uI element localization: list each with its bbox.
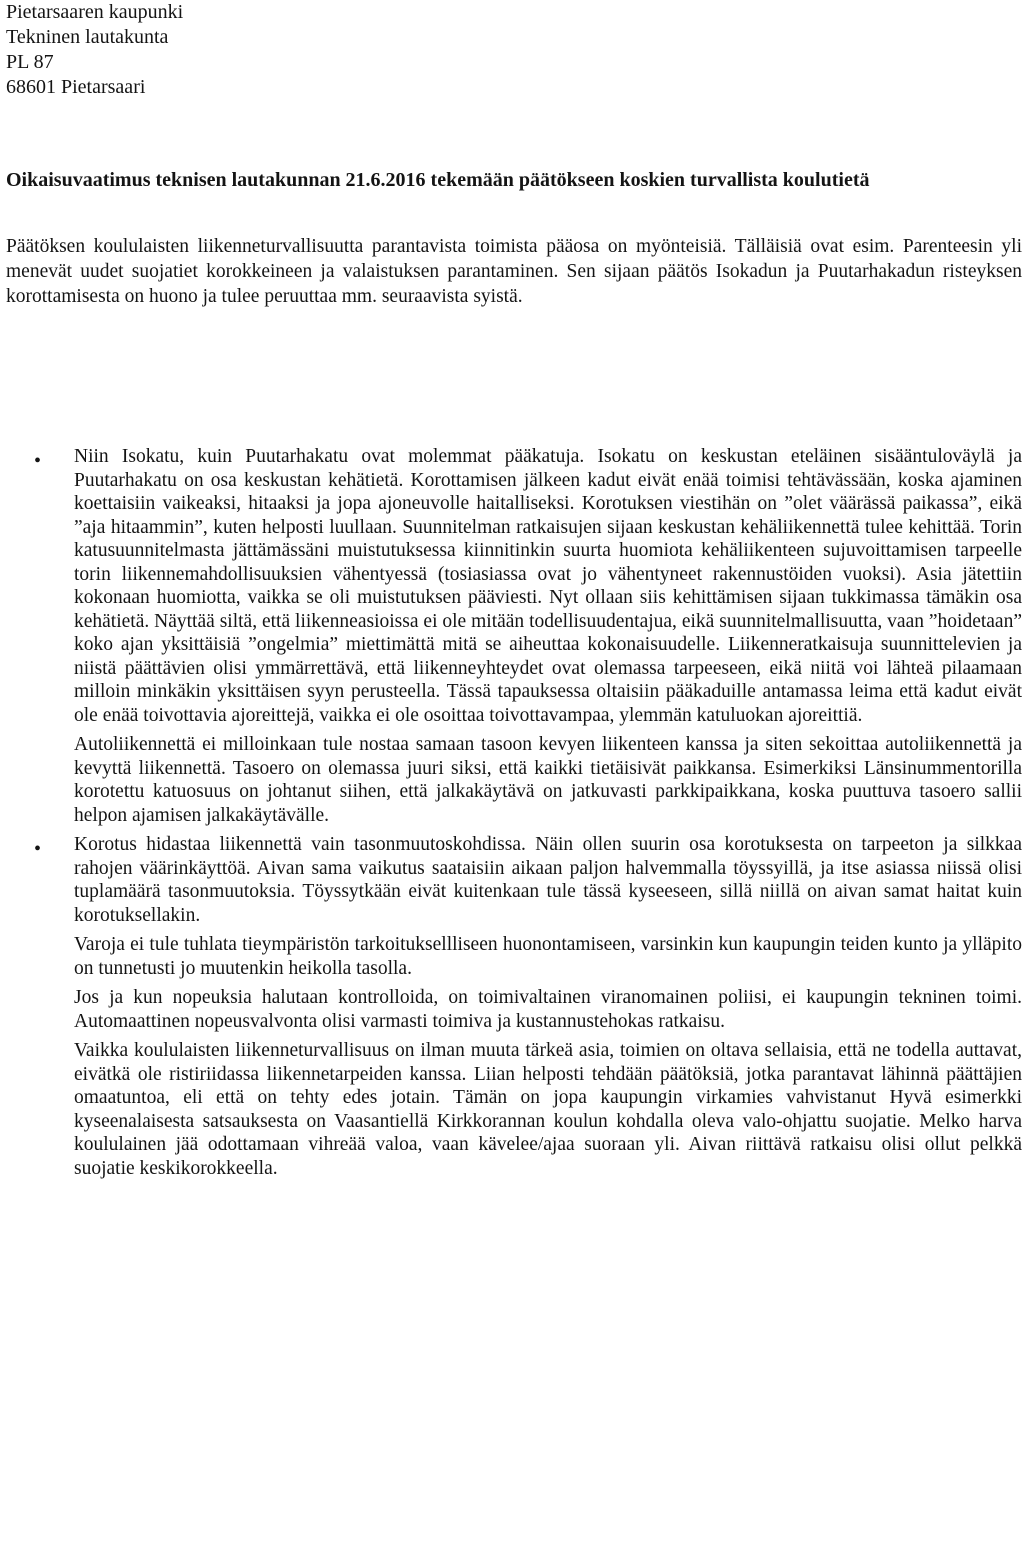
subject-heading: Oikaisuvaatimus teknisen lautakunnan 21.6.2016 tekemään päätökseen koskien turvallista koulutietä (6, 169, 870, 191)
intro-paragraph: Päätöksen koululaisten liikenneturvallisuutta parantavista toimista pääosa on myönteisiä. Tälläisiä ovat esim. Parenteesin yli menevät uudet suojatiet korokkeineen ja valaistuksen parantaminen. Sen sijaan päätös Isokadun ja Puutarhakadun risteyksen korottamisesta on huono ja tulee peruuttaa mm. seuraavista syistä. (6, 236, 1022, 307)
bullet-item (0, 445, 1024, 827)
body-paragraph: Korotus hidastaa liikennettä vain tasonmuutoskohdissa. Näin ollen suurin osa korotuksesta on tarpeeton ja silkkaa rahojen väärinkäyttöä. Aivan sama vaikutus saataisiin aikaan paljon halvemmalla töyssyillä, ja itse asiassa niissä olisi tuplamäärä tasonmuutoksia. Töyssytkään eivät kuitenkaan tule tässä kyseeseen, sillä niillä on aivan samat haitat kuin korotuksellakin. (74, 834, 1022, 926)
address-department: Tekninen lautakunta (6, 26, 169, 48)
bullet-marker: • (34, 450, 42, 472)
body-paragraph: Varoja ei tule tuhlata tieympäristön tarkoituksellliseen huonontamiseen, varsinkin kun kaupungin teiden kunto ja ylläpito on tunnetusti jo muutenkin heikolla tasolla. (74, 934, 1022, 979)
body-paragraph: Vaikka koululaisten liikenneturvallisuus on ilman muuta tärkeä asia, toimien on oltava sellaisia, että ne todella auttavat, eivätkä ole ristiriidassa liikennetarpeiden kanssa. Liian helposti tehdään päätöksiä, jotka parantavat lähinnä päättäjien omaatuntoa, eli että on tehty edes jotain. Tämän on jopa kaupungin virkamies vahvistanut Hyvä esimerkki kyseenalaisesta satsauksesta on Vaasantiellä Kirkkorannan koulun kohdalla oleva valo-ohjattu suojatie. Melko harva koululainen jää odottamaan vihreää valoa, vaan kävelee/ajaa suoraan yli. Aivan riittävä ratkaisu olisi ollut pelkkä suojatie keskikorokkeella. (74, 1040, 1022, 1179)
body-paragraph: Niin Isokatu, kuin Puutarhakatu ovat molemmat pääkatuja. Isokatu on keskustan eteläinen sisääntuloväylä ja Puutarhakatu on osa keskustan kehätietä. Korottamisen jälkeen kadut eivät enää toimisi tehtävässään, koska ajaminen koettaisiin vaikeaksi, hitaaksi ja jopa ajoneuvolle haitalliseksi. Korotuksen viestihän on ”olet väärässä paikassa”, eikä ”aja hitaammin”, kuten helposti luullaan. Suunnitelman ratkaisujen sijaan keskustan kehäliikennettä tulee kehittää. Torin katusuunnitelmasta jättämässäni muistutuksessa kiinnitinkin suurta huomiota kehäliikenteen sujuvoittamisen tarpeelle torin liikennemahdollisuuksien vähentyessä (tosiasiassa ovat jo vähentyneet rakennustöiden vuoksi). Asia jätettiin kokonaan huomiotta, vaikka se oli muistutuksen pääviesti. Nyt ollaan siis kehittämisen sijaan tukkimassa tämäkin osa kehätietä. Näyttää siltä, että liikenneasioissa ei ole mitään todellisuudentajua, eikä suunnitelmallisuutta, vaan ”hoidetaan” koko ajan yksittäisiä ”ongelmia” miettimättä mitä se aiheuttaa kokonaisuudelle. Liikenneratkaisuja suunnittelevien ja niistä päättävien olisi ymmärrettävä, että liikenneyhteydet ovat olemassa tarpeeseen, eikä niitä voi lähteä pilaamaan milloin minkäkin yksittäisen syyn perusteella. Tässä tapauksessa oltaisiin pääkaduille antamassa leima että kadut eivät ole enää toivottavia ajoreittejä, vaikka ei ole osoittaa toivottavampaa, ylemmän katuluokan ajoreittiä. (74, 446, 1022, 726)
recipient-address (6, 0, 183, 100)
bullet-marker: • (34, 838, 42, 860)
bullet-list (0, 445, 1024, 1186)
bullet-item (0, 833, 1024, 1180)
address-postal-city: 68601 Pietarsaari (6, 76, 146, 98)
body-paragraph: Jos ja kun nopeuksia halutaan kontrolloida, on toimivaltainen viranomainen poliisi, ei kaupungin tekninen toimi. Automaattinen nopeusvalvonta olisi varmasti toimiva ja kustannustehokas ratkaisu. (74, 987, 1022, 1032)
address-organization: Pietarsaaren kaupunki (6, 1, 184, 23)
body-paragraph: Autoliikennettä ei milloinkaan tule nostaa samaan tasoon kevyen liikenteen kanssa ja siten sekoittaa autoliikennettä ja kevyttä liikennettä. Tasoero on olemassa juuri siksi, että kaikki tietäisivät paikkansa. Esimerkiksi Länsinummentorilla korotettu katuosuus on johtanut siihen, että jalkakäytävä on jatkuvasti parkkipaikkana, koska puuttuva tasoero sallii helpon ajamisen jalkakäytävälle. (74, 734, 1022, 826)
address-po-box: PL 87 (6, 51, 54, 73)
